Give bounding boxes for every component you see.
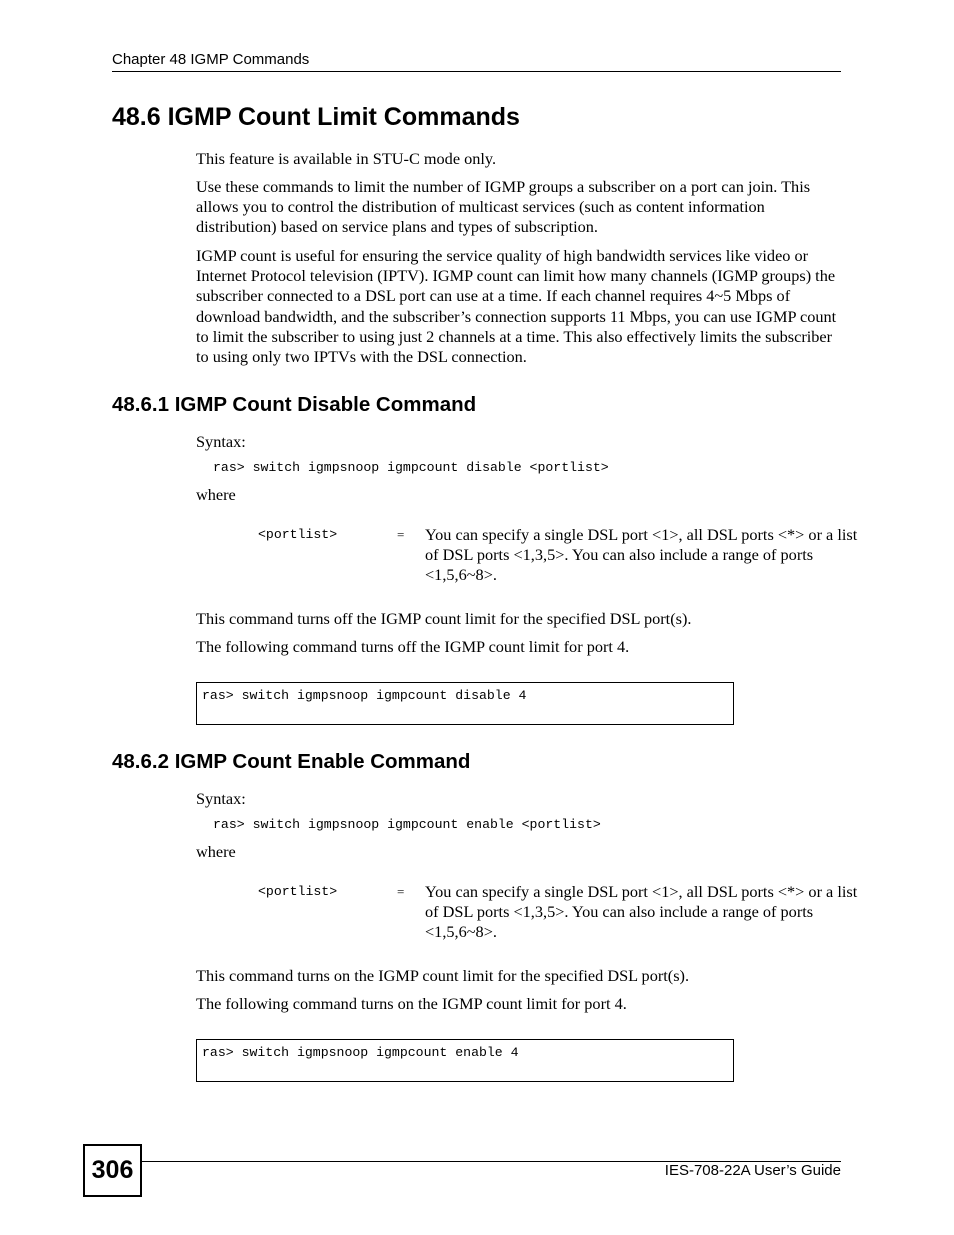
- param-description: You can specify a single DSL port <1>, all DSL ports <*> or a list of DSL ports <1,3,5>. You can also include a range of ports <1,5,6~8>.: [425, 525, 858, 585]
- footer-guide-title: IES-708-22A User’s Guide: [664, 1162, 841, 1179]
- paragraph-usefulness: IGMP count is useful for ensuring the service quality of high bandwidth services like video or Internet Protocol television (IPTV). IGMP count can limit how many channels (IGMP groups) the subscriber connected to a DSL port can use at a time. If each channel requires 4~5 Mbps of download bandwidth, and the subscriber’s connection supports 11 Mbps, you can use IGMP count to limit the subscriber to using just 2 channels at a time. This also effectively limits the subscriber to using only two IPTVs with the DSL connection.: [196, 246, 837, 367]
- example-code: ras> switch igmpsnoop igmpcount enable 4: [202, 1045, 519, 1060]
- subsection-title-disable: 48.6.1 IGMP Count Disable Command: [112, 393, 477, 416]
- syntax-line: ras> switch igmpsnoop igmpcount enable <portlist>: [213, 817, 601, 832]
- header-rule: [112, 71, 841, 72]
- paragraph-availability: This feature is available in STU-C mode only.: [196, 149, 497, 168]
- syntax-label: Syntax:: [196, 789, 246, 808]
- where-label: where: [196, 485, 236, 504]
- example-code-box: [196, 1039, 734, 1082]
- page-number: 306: [83, 1144, 142, 1197]
- param-name: <portlist>: [258, 527, 338, 542]
- example-intro: The following command turns on the IGMP count limit for port 4.: [196, 994, 627, 1013]
- command-description: This command turns on the IGMP count limit for the specified DSL port(s).: [196, 966, 690, 985]
- running-header: Chapter 48 IGMP Commands: [112, 51, 310, 68]
- paragraph-purpose: Use these commands to limit the number of IGMP groups a subscriber on a port can join. This allows you to control the distribution of multicast services (such as content information distribution) based on service plans and types of subscription.: [196, 177, 811, 237]
- example-code: ras> switch igmpsnoop igmpcount disable 4: [202, 688, 527, 703]
- param-equals: =: [397, 527, 405, 542]
- subsection-title-enable: 48.6.2 IGMP Count Enable Command: [112, 750, 471, 773]
- syntax-label: Syntax:: [196, 432, 246, 451]
- syntax-line: ras> switch igmpsnoop igmpcount disable <portlist>: [213, 460, 609, 475]
- param-description: You can specify a single DSL port <1>, all DSL ports <*> or a list of DSL ports <1,3,5>. You can also include a range of ports <1,5,6~8>.: [425, 882, 858, 942]
- where-label: where: [196, 842, 236, 861]
- param-name: <portlist>: [258, 884, 338, 899]
- section-title: 48.6 IGMP Count Limit Commands: [112, 103, 520, 131]
- example-intro: The following command turns off the IGMP count limit for port 4.: [196, 637, 630, 656]
- command-description: This command turns off the IGMP count limit for the specified DSL port(s).: [196, 609, 692, 628]
- example-code-box: [196, 682, 734, 725]
- param-equals: =: [397, 884, 405, 899]
